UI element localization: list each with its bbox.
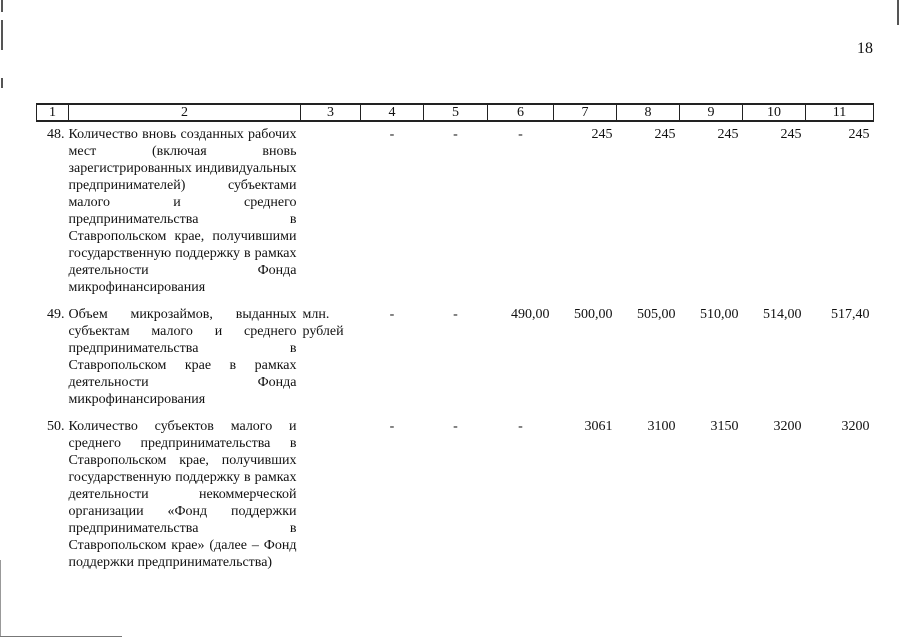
value-cell: 517,40 — [831, 307, 870, 322]
value-cell: 245 — [717, 127, 739, 142]
row-number: 49. — [47, 307, 65, 322]
value-cell: 245 — [654, 127, 676, 142]
value-cell: 3100 — [647, 419, 676, 434]
scan-edge-mark — [897, 0, 899, 25]
row-number: 50. — [47, 419, 65, 434]
indicators-table — [36, 103, 874, 577]
column-header: 5 — [424, 104, 488, 121]
scan-edge-mark — [1, 0, 3, 12]
unit-cell — [301, 414, 361, 577]
table-row — [37, 414, 874, 577]
value-cell: 245 — [848, 127, 870, 142]
value-cell: - — [518, 127, 523, 142]
column-header: 8 — [617, 104, 680, 121]
value-cell: - — [389, 307, 395, 322]
unit-cell: млн. рублей — [302, 307, 344, 339]
value-cell: - — [453, 419, 458, 434]
value-cell: 510,00 — [700, 307, 739, 322]
value-cell: 3200 — [773, 419, 802, 434]
column-header: 9 — [680, 104, 743, 121]
value-cell: 490,00 — [511, 307, 550, 322]
column-header: 3 — [301, 104, 361, 121]
table-row — [37, 121, 874, 302]
column-header: 11 — [806, 104, 874, 121]
row-number: 48. — [47, 127, 65, 142]
column-header: 10 — [743, 104, 806, 121]
value-cell: 500,00 — [574, 307, 613, 322]
column-header: 7 — [554, 104, 617, 121]
column-header: 4 — [361, 104, 424, 121]
value-cell: 245 — [591, 127, 613, 142]
column-header: 1 — [37, 104, 69, 121]
value-cell: - — [389, 419, 395, 434]
value-cell: - — [453, 127, 458, 142]
scan-edge-mark — [1, 20, 3, 50]
unit-cell — [301, 121, 361, 302]
indicator-description: Объем микрозаймов, выданных субъектам малого и среднего предпринимательства в Ставропольском крае в рамках деятельности Фонда микрофинансирования — [68, 307, 297, 407]
value-cell: 3200 — [841, 419, 870, 434]
value-cell: - — [453, 307, 458, 322]
value-cell: 505,00 — [637, 307, 676, 322]
value-cell: 245 — [780, 127, 802, 142]
table-row — [37, 302, 874, 414]
column-header: 6 — [488, 104, 554, 121]
value-cell: - — [389, 127, 395, 142]
scan-left-rule — [0, 560, 1, 636]
indicator-description: Количество субъектов малого и среднего предпринимательства в Ставропольском крае, получивших государственную поддержку в рамках деятельности некоммерческой организации «Фонд поддержки предпринимательства в Ставропольском крае» (далее – Фонд поддержки предпринимательства) — [68, 419, 297, 570]
value-cell: 3061 — [584, 419, 613, 434]
value-cell: 3150 — [710, 419, 739, 434]
column-header: 2 — [69, 104, 301, 121]
column-number-row — [37, 104, 874, 121]
indicator-description: Количество вновь созданных рабочих мест (включая вновь зарегистрированных индивидуальных предпринимателей) субъектами малого и среднего предпринимательства в Ставропольском крае, получившими государственную поддержку в рамках деятельности Фонда микрофинансирования — [68, 127, 297, 295]
value-cell: 514,00 — [763, 307, 802, 322]
page-number: 18 — [857, 40, 873, 57]
value-cell: - — [518, 419, 523, 434]
scan-edge-mark — [1, 78, 3, 88]
scan-bottom-rule — [0, 636, 122, 637]
